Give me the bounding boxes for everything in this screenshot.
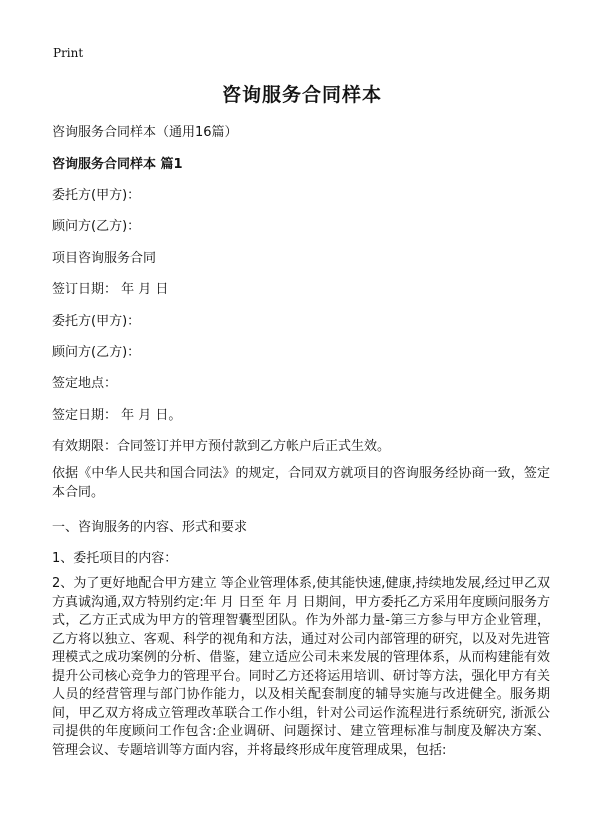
document-title: 咨询服务合同样本 xyxy=(221,84,382,106)
consultant-party-line-2: 顾问方(乙方)： xyxy=(52,345,141,360)
basis-paragraph: 依据《中华人民共和国合同法》的规定，合同双方就项目的咨询服务经协商一致，签定本合同。 xyxy=(52,466,550,500)
signing-place-line: 签定地点： xyxy=(52,376,118,391)
section-heading: 咨询服务合同样本 篇1 xyxy=(52,157,183,172)
print-link[interactable]: Print xyxy=(53,46,84,60)
client-party-line-2: 委托方(甲方)： xyxy=(52,314,141,329)
document-subtitle: 咨询服务合同样本（通用16篇） xyxy=(52,125,238,140)
client-party-line: 委托方(甲方)： xyxy=(52,188,141,203)
item-one: 1、委托项目的内容： xyxy=(52,551,178,566)
consultant-party-line: 顾问方(乙方)： xyxy=(52,219,141,234)
signing-date-line: 签订日期： 年 月 日 xyxy=(52,282,169,297)
validity-line: 有效期限：合同签订并甲方预付款到乙方帐户后正式生效。 xyxy=(52,439,391,454)
project-name-line: 项目咨询服务合同 xyxy=(52,251,157,266)
signing-date-line-2: 签定日期： 年 月 日。 xyxy=(52,408,182,423)
item-two-paragraph: 2、为了更好地配合甲方建立 等企业管理体系,使其能快速,健康,持续地发展,经过甲乙双方真诚沟通,双方特别约定:年 月 日至 年 月 日期间，甲方委托乙方采用年度顾问服务方式，乙方正式成为甲方的管理智囊型团队。作为外部力量-第三方参与甲方企业管理，乙方将以独立、客观、科学的视角和方法，通过对公司内部管理的研究，以及对先进管理模式之成功案例的分析、借鉴，建立适应公司未来发展的管理体系，从而构建能有效提升公司核心竞争力的管理平台。同时乙方还将运用培训、研讨等方法，强化甲方有关人员的经营管理与部门协作能力，以及相关配套制度的辅导实施与改进健全。服务期间，甲乙双方将成立管理改革联合工作小组，针对公司运作流程进行系统研究, 浙派公司提供的年度顾问工作包含:企业调研、问题探讨、建立管理标准与制度及解决方案、管理会议、专题培训等方面内容，并将最终形成年度管理成果，包括: xyxy=(52,576,550,758)
section-one-heading: 一、咨询服务的内容、形式和要求 xyxy=(52,520,248,535)
